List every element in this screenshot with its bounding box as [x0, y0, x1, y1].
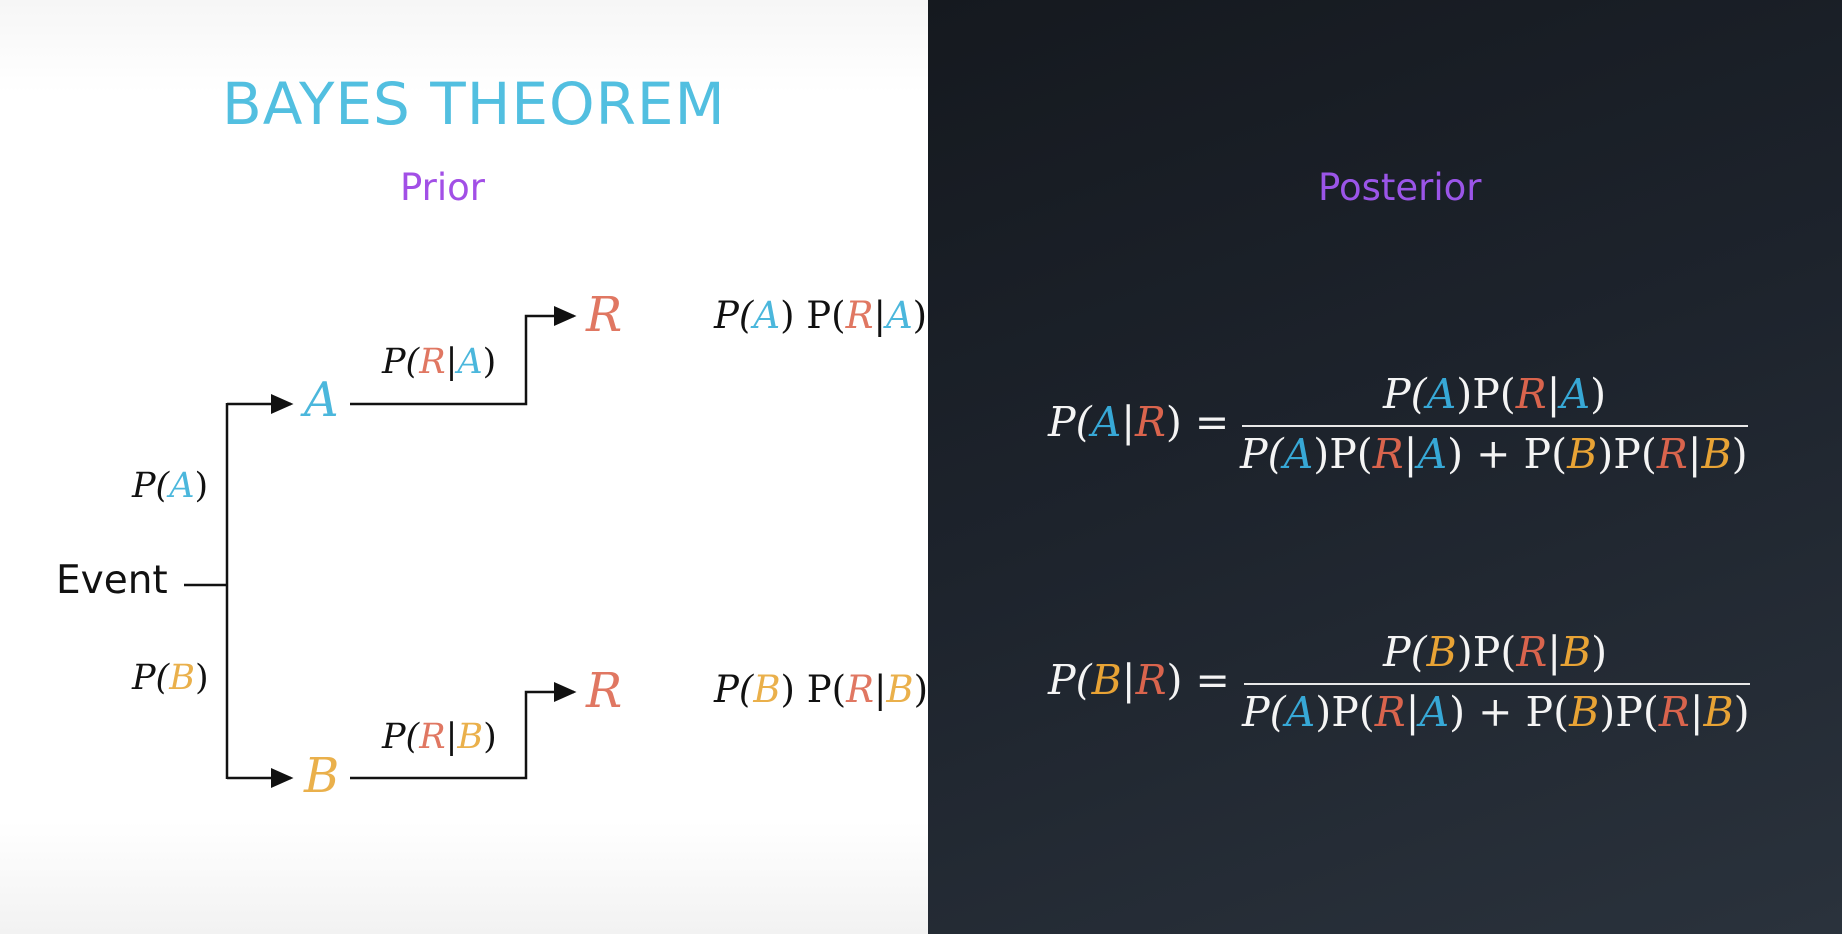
- node-r-bottom: R: [586, 663, 623, 719]
- edge-label-p-b: P(B): [132, 658, 209, 698]
- posterior-heading: Posterior: [1318, 166, 1482, 209]
- formula-b-numerator: P(B)P(R|B): [1383, 628, 1608, 676]
- node-r-top: R: [586, 287, 623, 343]
- formula-a-numerator: P(A)P(R|A): [1383, 370, 1607, 418]
- event-label: Event: [56, 558, 168, 603]
- prior-heading: Prior: [400, 166, 486, 209]
- node-a: A: [304, 372, 339, 428]
- formula-b-lhs: P(B|R) =: [1048, 656, 1230, 704]
- edge-label-p-r-given-a: P(R|A): [382, 342, 497, 382]
- formula-b-denominator: P(A)P(R|A) + P(B)P(R|B): [1242, 688, 1750, 736]
- edge-label-p-a: P(A): [132, 466, 209, 506]
- formula-b-fraction-bar: [1244, 683, 1750, 685]
- joint-product-a: P(A) P(R|A): [714, 294, 928, 337]
- page-title: BAYES THEOREM: [222, 70, 726, 138]
- joint-product-b: P(B) P(R|B): [714, 668, 929, 711]
- formula-a-fraction-bar: [1242, 425, 1748, 427]
- edge-label-p-r-given-b: P(R|B): [382, 717, 497, 757]
- formula-a-denominator: P(A)P(R|A) + P(B)P(R|B): [1240, 430, 1748, 478]
- node-b: B: [304, 748, 340, 804]
- formula-a-lhs: P(A|R) =: [1048, 398, 1230, 446]
